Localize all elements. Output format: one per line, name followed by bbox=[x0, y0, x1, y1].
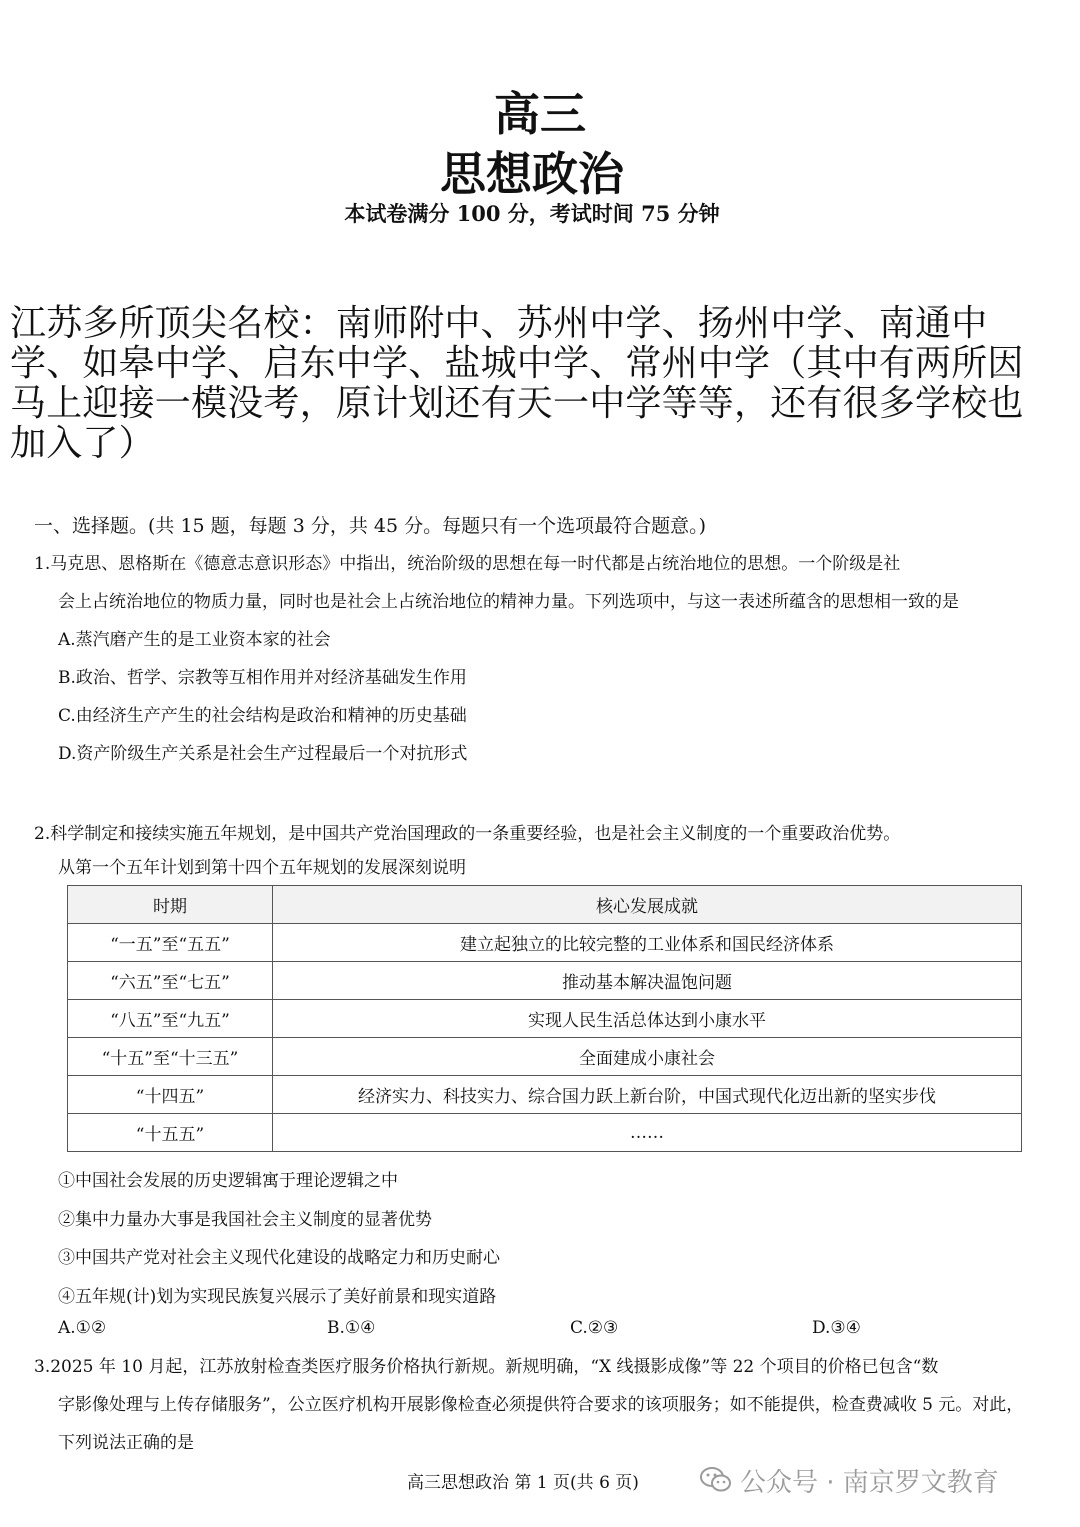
option-d: D.资产阶级生产关系是社会生产过程最后一个对抗形式 bbox=[58, 744, 468, 764]
question-3-stem-rest: 字影像处理与上传存储服务”，公立医疗机构开展影像检查必须提供符合要求的该项服务；如不能提供，检查费减收 5 元。对此，下列说法正确的是 bbox=[58, 1395, 1024, 1453]
table-cell-period: “十五五” bbox=[68, 1114, 273, 1152]
watermark bbox=[700, 1462, 999, 1501]
table-row bbox=[68, 1038, 1022, 1076]
question-3-stem-first: 3.2025 年 10 月起，江苏放射检查类医疗服务价格执行新规。新规明确，“X 线摄影成像”等 22 个项目的价格已包含“数 bbox=[34, 1357, 939, 1377]
table-cell-achievement: 全面建成小康社会 bbox=[273, 1038, 1022, 1076]
exam-info: 本试卷满分 100 分，考试时间 75 分钟 bbox=[344, 201, 720, 226]
option-a: A.蒸汽磨产生的是工业资本家的社会 bbox=[58, 630, 331, 650]
question-1-stem-rest: 会上占统治地位的物质力量，同时也是社会上占统治地位的精神力量。下列选项中，与这一表述所蕴含的思想相一致的是 bbox=[58, 592, 959, 612]
table-cell-period: “六五”至“七五” bbox=[68, 962, 273, 1000]
table-row bbox=[68, 924, 1022, 962]
page-footer: 高三思想政治 第 1 页(共 6 页) bbox=[407, 1473, 639, 1493]
table-cell-achievement: …… bbox=[273, 1114, 1022, 1152]
table-cell-achievement: 建立起独立的比较完整的工业体系和国民经济体系 bbox=[273, 924, 1022, 962]
table-cell-achievement: 实现人民生活总体达到小康水平 bbox=[273, 1000, 1022, 1038]
table-cell-period: “八五”至“九五” bbox=[68, 1000, 273, 1038]
question-3 bbox=[34, 1348, 1034, 1462]
table-header-row bbox=[68, 886, 1022, 924]
question-2-stem-rest: 从第一个五年计划到第十四个五年规划的发展深刻说明 bbox=[58, 858, 466, 878]
statement-2: ②集中力量办大事是我国社会主义制度的显著优势 bbox=[58, 1210, 432, 1230]
grade-title: 高三 bbox=[494, 87, 586, 141]
schools-banner: 江苏多所顶尖名校：南师附中、苏州中学、扬州中学、南通中学、如皋中学、启东中学、盐城中学、常州中学（其中有两所因马上迎接一模没考，原计划还有天一中学等等，还有很多学校也加入了） bbox=[10, 303, 1024, 464]
statement-4: ④五年规(计)划为实现民族复兴展示了美好前景和现实道路 bbox=[58, 1287, 497, 1307]
table-cell-period: “十四五” bbox=[68, 1076, 273, 1114]
watermark-text: 公众号 · 南京罗文教育 bbox=[740, 1468, 999, 1498]
choice-b: B.①④ bbox=[327, 1318, 376, 1338]
subject-title: 思想政治 bbox=[440, 147, 624, 201]
five-year-plan-table bbox=[67, 885, 1022, 1152]
choice-d: D.③④ bbox=[812, 1318, 861, 1338]
table-cell-period: “十五”至“十三五” bbox=[68, 1038, 273, 1076]
statement-1: ①中国社会发展的历史逻辑寓于理论逻辑之中 bbox=[58, 1171, 398, 1191]
table-header-period: 时期 bbox=[68, 886, 273, 924]
table-header-achievement: 核心发展成就 bbox=[273, 886, 1022, 924]
choice-a: A.①② bbox=[58, 1318, 107, 1338]
question-1-stem bbox=[34, 545, 1034, 621]
table-cell-achievement: 推动基本解决温饱问题 bbox=[273, 962, 1022, 1000]
section-title: 一、选择题。(共 15 题，每题 3 分，共 45 分。每题只有一个选项最符合题意。) bbox=[34, 515, 707, 537]
choice-c: C.②③ bbox=[570, 1318, 619, 1338]
table-row bbox=[68, 1000, 1022, 1038]
question-1-stem-first: 1.马克思、恩格斯在《德意志意识形态》中指出，统治阶级的思想在每一时代都是占统治地位的思想。一个阶级是社 bbox=[34, 554, 901, 574]
option-b: B.政治、哲学、宗教等互相作用并对经济基础发生作用 bbox=[58, 668, 467, 688]
table-cell-achievement: 经济实力、科技实力、综合国力跃上新台阶，中国式现代化迈出新的坚实步伐 bbox=[273, 1076, 1022, 1114]
table-row bbox=[68, 1114, 1022, 1152]
table-row bbox=[68, 962, 1022, 1000]
wechat-icon bbox=[700, 1466, 732, 1501]
table-cell-period: “一五”至“五五” bbox=[68, 924, 273, 962]
question-1 bbox=[34, 545, 1034, 773]
table-row bbox=[68, 1076, 1022, 1114]
question-2-stem bbox=[34, 815, 1044, 887]
option-c: C.由经济生产产生的社会结构是政治和精神的历史基础 bbox=[58, 706, 467, 726]
question-2-stem-first: 2.科学制定和接续实施五年规划，是中国共产党治国理政的一条重要经验，也是社会主义制度的一个重要政治优势。 bbox=[34, 824, 901, 844]
statement-3: ③中国共产党对社会主义现代化建设的战略定力和历史耐心 bbox=[58, 1248, 500, 1268]
